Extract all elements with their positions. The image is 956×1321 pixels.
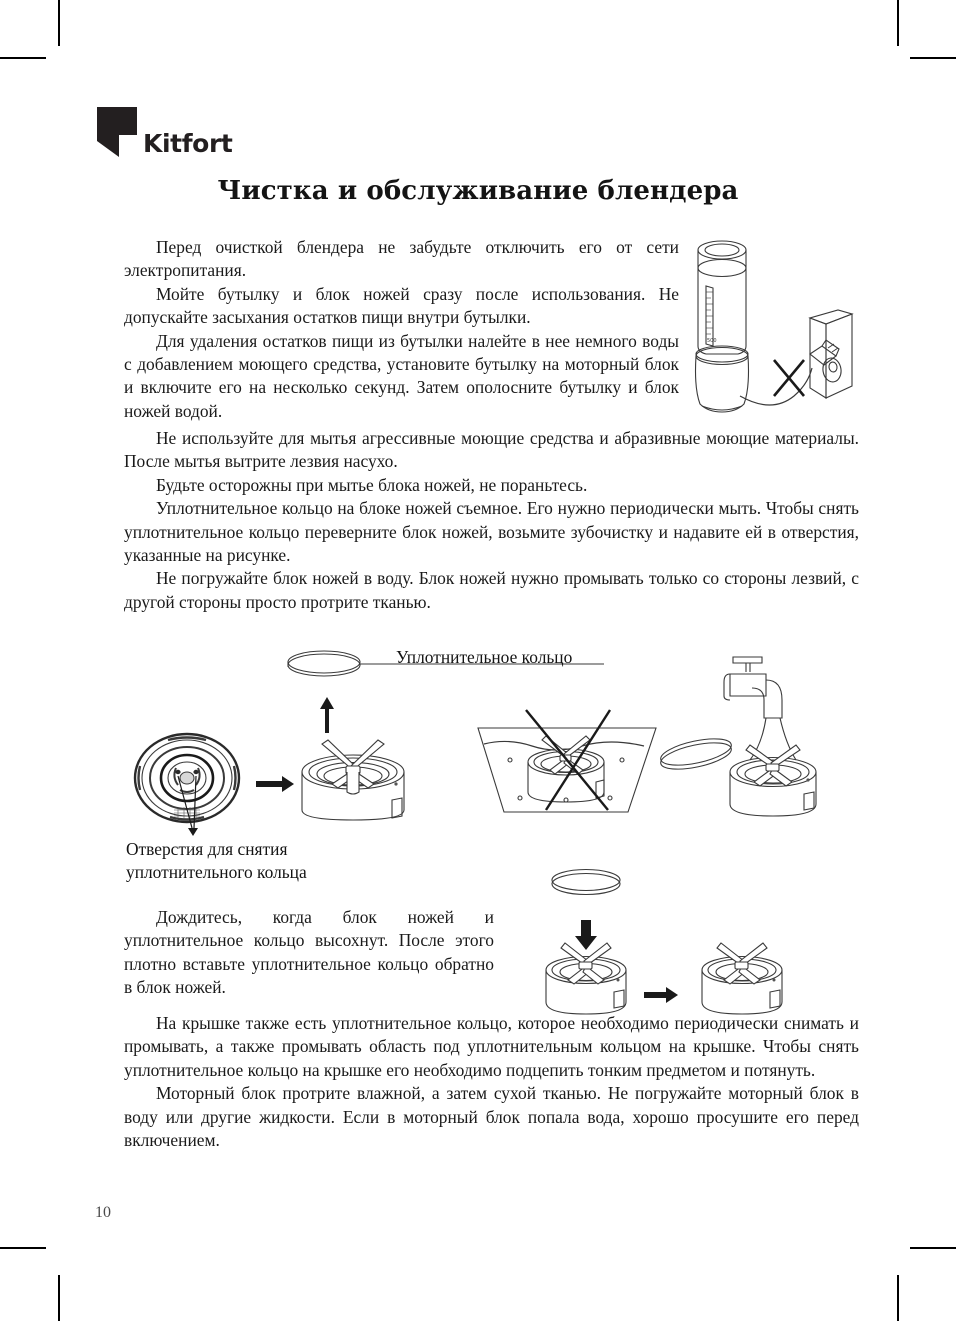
paragraph: Перед очисткой блендера не забудьте отключить его от сети электропитания. — [124, 237, 679, 281]
paragraph: Не погружайте блок ножей в воду. Блок ножей нужно промывать только со стороны лезвий, с другой стороны просто протрите тканью. — [124, 568, 859, 612]
paragraph: Моторный блок протрите влажной, а затем сухой тканью. Не погружайте моторный блок в воду или другие жидкости. Если в моторный блок попала вода, хорошо просушите его перед включением. — [124, 1083, 859, 1151]
crop-mark-top-left-horizontal — [0, 57, 46, 59]
crop-mark-top-right-vertical — [897, 0, 899, 46]
prohibition-cross-icon — [774, 360, 804, 396]
blade-unit-upright-illustration — [292, 726, 414, 830]
blender-unplug-illustration — [676, 228, 856, 420]
crop-mark-top-left-vertical — [58, 0, 60, 46]
svg-text:500: 500 — [707, 338, 717, 344]
paragraph: Дождитесь, когда блок ножей и уплотнительное кольцо высохнут. После этого плотно вставьте уплотнительное кольцо обратно в блок ножей. — [124, 907, 494, 998]
release-holes-label — [126, 838, 426, 883]
blade-unit-underside-illustration — [128, 732, 246, 828]
paragraph: На крышке также есть уплотнительное кольцо, которое необходимо периодически снимать и промывать, а также промывать область под уплотнительным кольцом на крышке. Чтобы снять уплотнительное кольцо на крышке его необходимо подцепить тонким предметом и потянуть. — [124, 1013, 859, 1080]
release-holes-label-line2: уплотнительного кольца — [126, 861, 307, 882]
paragraph: Не используйте для мытья агрессивные моющие средства и абразивные моющие материалы. После мытья вытрите лезвия насухо. — [124, 428, 859, 472]
assembly-down-arrow-icon — [575, 920, 597, 950]
sealing-ring-label: Уплотнительное кольцо — [396, 647, 573, 667]
crop-mark-top-right-horizontal — [910, 57, 956, 59]
crop-mark-bottom-left-vertical — [58, 1275, 60, 1321]
paragraph-block-washing — [124, 427, 859, 614]
crop-mark-bottom-left-horizontal — [0, 1247, 46, 1249]
reassemble-sealing-ring-illustration — [524, 862, 844, 1022]
page-title: Чистка и обслуживание блендера — [217, 176, 739, 206]
assembly-right-arrow-icon — [256, 775, 294, 793]
page-number: 10 — [95, 1204, 111, 1221]
paragraph: Мойте бутылку и блок ножей сразу после использования. Не допускайте засыхания остатков пищи внутри бутылки. — [124, 283, 679, 328]
crop-mark-bottom-right-horizontal — [910, 1247, 956, 1249]
paragraph: Будьте осторожны при мытье блока ножей, не пораньтесь. — [156, 474, 588, 495]
assembly-right-arrow-icon — [644, 987, 678, 1003]
paragraph-block-lid-and-motor — [124, 1012, 859, 1152]
paragraph-block-intro — [124, 236, 679, 423]
crop-mark-bottom-right-vertical — [897, 1275, 899, 1321]
brand-logo-text: Kitfort — [143, 129, 233, 158]
kitfort-mark-icon — [95, 105, 139, 159]
brand-logo — [95, 105, 232, 159]
paragraph: Уплотнительное кольцо на блоке ножей съемное. Его нужно периодически мыть. Чтобы снять уплотнительное кольцо переверните блок ножей, возьмите зубочистку и надавите ей в отверстия, указанные на рисунке. — [124, 498, 859, 566]
rinse-under-tap-illustration — [700, 644, 860, 830]
do-not-soak-illustration — [470, 706, 670, 830]
paragraph-block-drying — [124, 906, 494, 1000]
paragraph: Для удаления остатков пищи из бутылки налейте в нее немного воды с добавлением моющего средства, установите бутылку на моторный блок и включите его на несколько секунд. Затем ополосните бутылку и блок ножей водой. — [124, 330, 679, 421]
release-holes-label-line1: Отверстия для снятия — [126, 839, 288, 859]
